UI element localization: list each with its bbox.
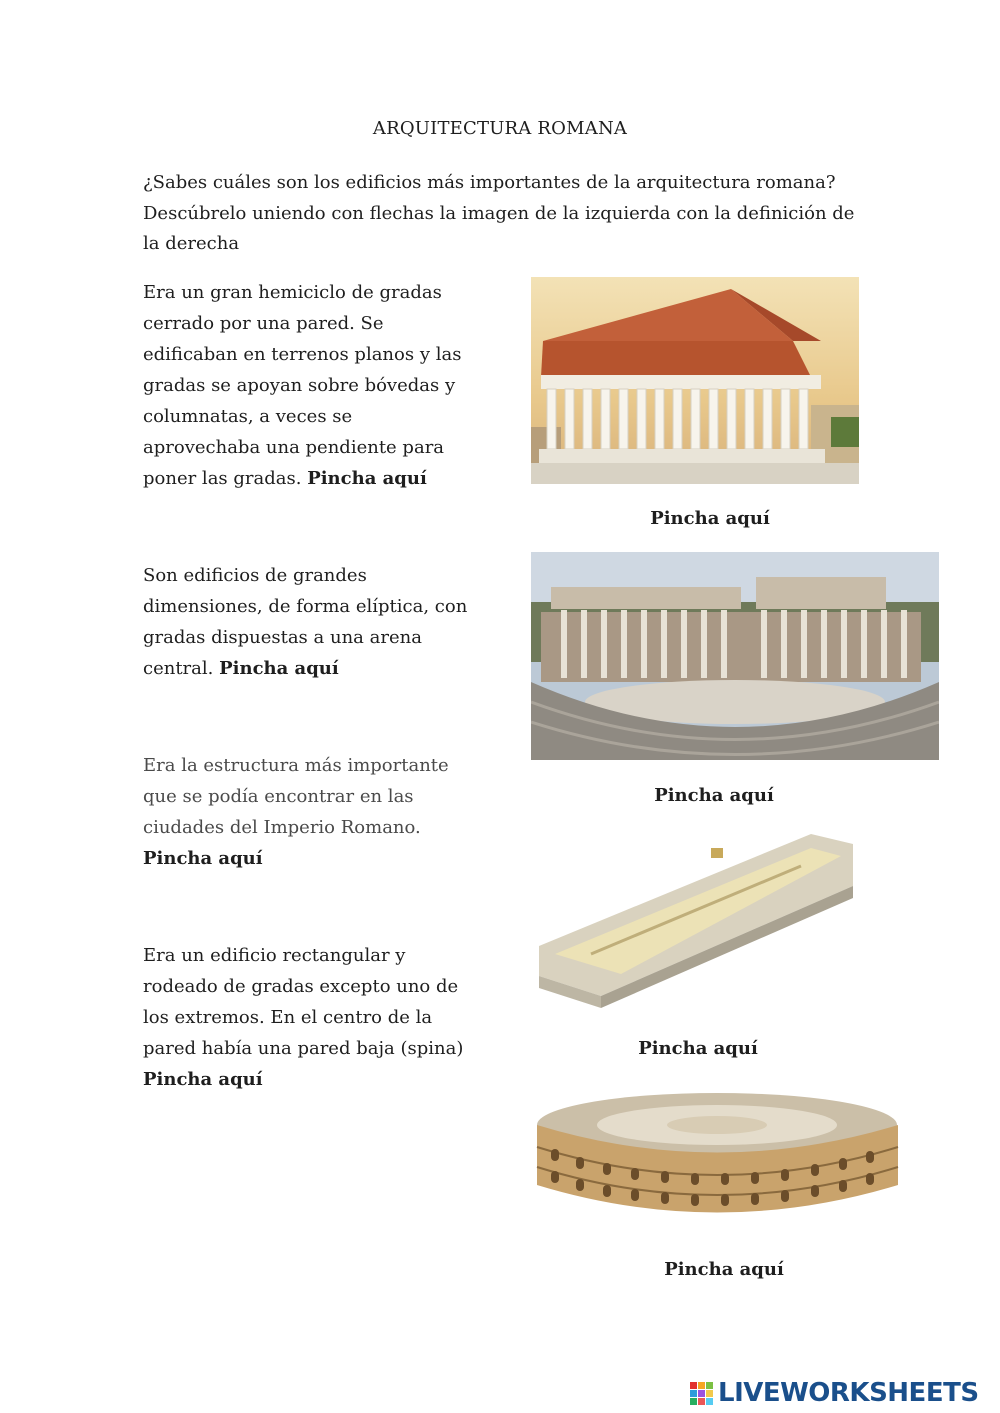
amphitheatre-image bbox=[531, 1085, 904, 1235]
temple-image bbox=[531, 277, 859, 484]
definition-4-text: Era un edificio rectangular y rodeado de gradas excepto uno de los extremos. En el centro de la pared había una pared baja (spina) bbox=[143, 945, 464, 1059]
definition-3-text: Era la estructura más importante que se podía encontrar en las ciudades del Imperio Romano. bbox=[143, 755, 449, 838]
definition-2-text: Son edificios de grandes dimensiones, de forma elíptica, con gradas dispuestas a una arena central. bbox=[143, 565, 468, 679]
definition-3-link[interactable]: Pincha aquí bbox=[143, 848, 263, 869]
liveworksheets-logo bbox=[690, 1378, 990, 1408]
definition-2 bbox=[143, 560, 473, 684]
definition-1 bbox=[143, 277, 473, 494]
liveworksheets-icon bbox=[690, 1382, 714, 1406]
theatre-caption[interactable]: Pincha aquí bbox=[654, 785, 774, 806]
temple-caption[interactable]: Pincha aquí bbox=[650, 508, 770, 529]
brand-name: LIVEWORKSHEETS bbox=[718, 1378, 979, 1408]
definition-2-link[interactable]: Pincha aquí bbox=[219, 658, 339, 679]
definition-1-text: Era un gran hemiciclo de gradas cerrado por una pared. Se edificaban en terrenos planos y las gradas se apoyan sobre bóvedas y columnatas, a veces se aprovechaba una pendiente para poner las gradas. bbox=[143, 282, 462, 489]
definition-4-link[interactable]: Pincha aquí bbox=[143, 1069, 263, 1090]
page-title: ARQUITECTURA ROMANA bbox=[372, 118, 628, 139]
circus-caption[interactable]: Pincha aquí bbox=[638, 1038, 758, 1059]
instructions: ¿Sabes cuáles son los edificios más importantes de la arquitectura romana? Descúbrelo uniendo con flechas la imagen de la izquierda con la definición de la derecha bbox=[143, 172, 855, 254]
definition-4 bbox=[143, 940, 473, 1095]
theatre-image bbox=[531, 552, 939, 760]
amphitheatre-caption[interactable]: Pincha aquí bbox=[664, 1259, 784, 1280]
circus-image bbox=[531, 826, 859, 1016]
definition-1-link[interactable]: Pincha aquí bbox=[307, 468, 427, 489]
definition-3 bbox=[143, 750, 473, 874]
